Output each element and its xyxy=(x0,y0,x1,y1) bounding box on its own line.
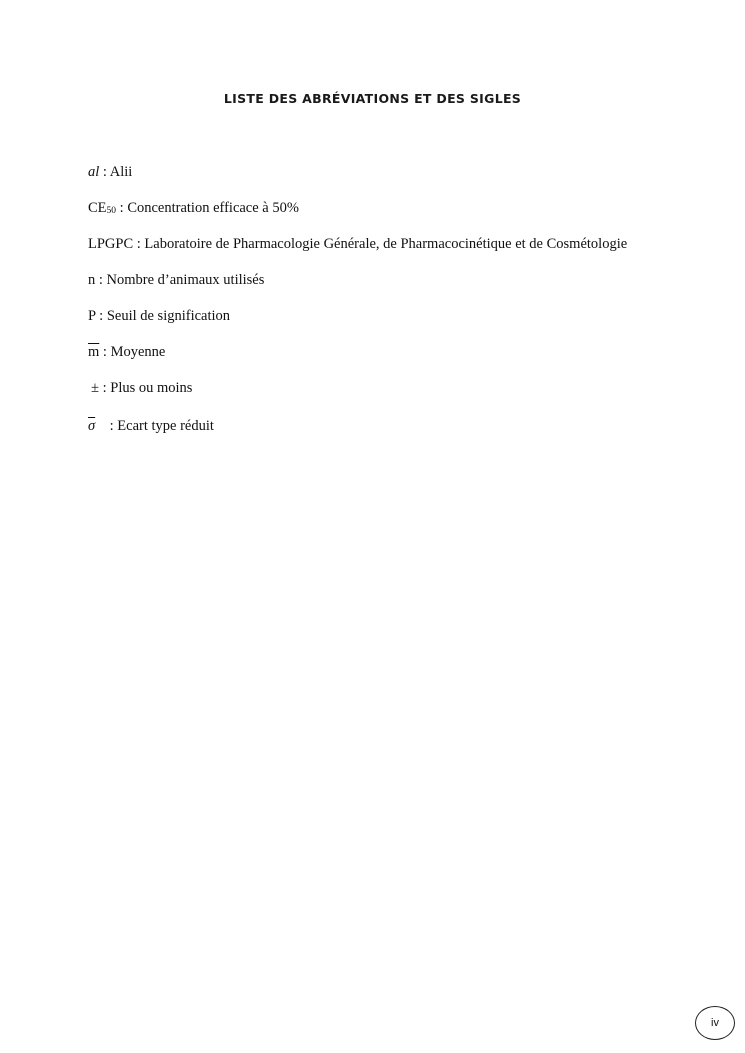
definition: Moyenne xyxy=(110,344,166,360)
list-item xyxy=(88,343,708,361)
abbreviation: al xyxy=(88,164,100,180)
list-item xyxy=(88,271,708,289)
definition: Concentration efficace à 50% xyxy=(127,200,299,216)
separator: : xyxy=(99,344,111,360)
separator: : xyxy=(95,308,107,324)
abbreviation-list xyxy=(88,163,708,453)
separator: : xyxy=(133,236,145,252)
separator: : xyxy=(98,380,111,396)
separator: : xyxy=(99,164,110,180)
abbreviation: $\overline{\sigma}$ xyxy=(88,418,96,434)
definition: Plus ou moins xyxy=(110,380,193,396)
list-item xyxy=(88,163,708,181)
list-item xyxy=(88,417,708,435)
abbreviation: P xyxy=(88,308,96,324)
separator: : xyxy=(95,272,107,288)
abbreviation-subscript: 50 xyxy=(106,206,117,216)
definition: Nombre d’animaux utilisés xyxy=(106,272,265,288)
list-item xyxy=(88,199,708,217)
abbreviation: n xyxy=(88,272,96,288)
page-title: LISTE DES ABRÉVIATIONS ET DES SIGLES xyxy=(223,91,522,106)
separator: : xyxy=(116,200,128,216)
abbreviation: LPGPC xyxy=(88,236,134,252)
list-item xyxy=(88,379,708,397)
definition: Ecart type réduit xyxy=(117,418,214,434)
definition: Seuil de signification xyxy=(106,308,231,324)
separator: : xyxy=(106,418,118,434)
definition: Alii xyxy=(109,164,133,180)
list-item xyxy=(88,235,708,253)
definition: Laboratoire de Pharmacologie Générale, de Pharmacocinétique et de Cosmétologie xyxy=(144,236,628,252)
abbreviation: ± xyxy=(91,380,99,396)
abbreviation: CE xyxy=(88,200,107,216)
abbreviation: $\overline{m}$ xyxy=(88,344,100,360)
page-number: iv xyxy=(695,1006,735,1040)
list-item xyxy=(88,307,708,325)
